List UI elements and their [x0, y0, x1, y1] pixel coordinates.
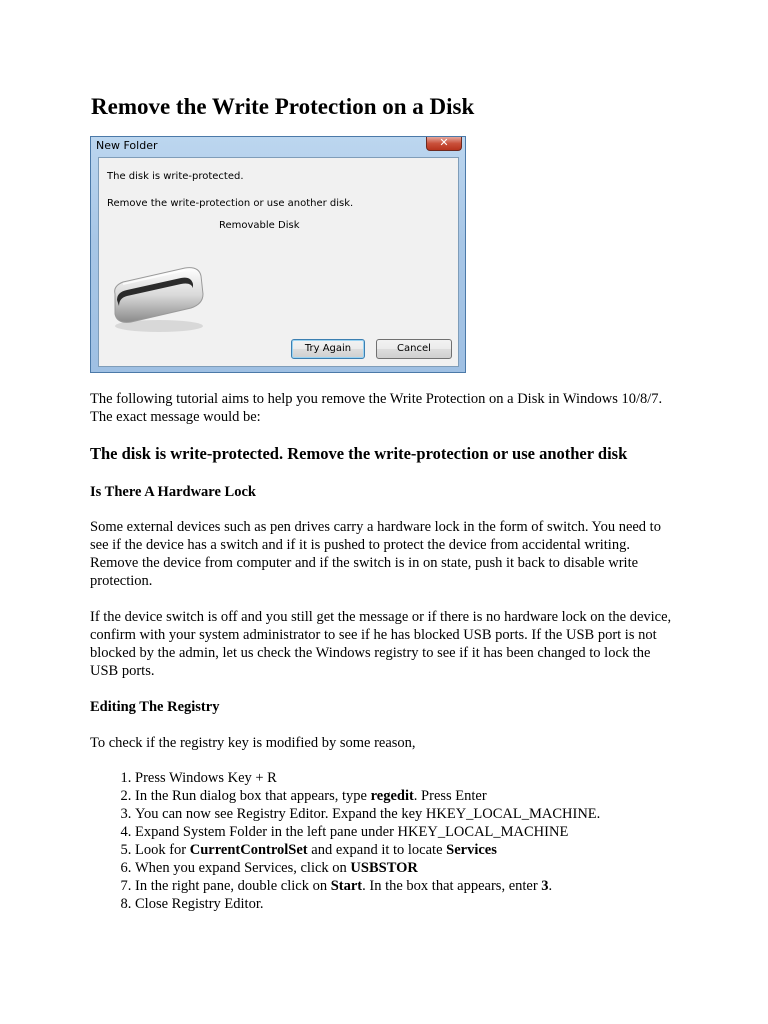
hardware-lock-heading: Is There A Hardware Lock	[90, 484, 256, 500]
list-item: 7. In the right pane, double click on Start. In the box that appears, enter 3.	[135, 877, 695, 895]
hardware-lock-paragraph-2: If the device switch is off and you still get the message or if there is no hardware lock on the device, confirm with your system administrator to see if he has blocked USB ports. If the USB port is not blocked by the admin, let us check the Windows registry to see if it has been changed to lock the USB ports.	[90, 609, 672, 679]
dialog-message-line-1: The disk is write-protected.	[107, 171, 244, 182]
close-icon[interactable]: ✕	[426, 137, 462, 151]
page-title: Remove the Write Protection on a Disk	[91, 94, 475, 119]
list-item: 3. You can now see Registry Editor. Expand the key HKEY_LOCAL_MACHINE.	[135, 805, 695, 823]
removable-disk-icon	[107, 264, 207, 334]
list-item: 8. Close Registry Editor.	[135, 895, 695, 913]
hardware-lock-paragraph-1: Some external devices such as pen drives carry a hardware lock in the form of switch. You need to see if the device has a switch and if it is pushed to protect the device from accidental writing. Remove the device from computer and if the switch is in on state, push it back to disable write protection.	[90, 519, 661, 589]
cancel-button[interactable]: Cancel	[376, 339, 452, 359]
list-item: 2. In the Run dialog box that appears, type regedit. Press Enter	[135, 787, 695, 805]
intro-paragraph: The following tutorial aims to help you remove the Write Protection on a Disk in Windows 10/8/7. The exact message would be:	[90, 391, 663, 425]
list-item: 6. When you expand Services, click on USBSTOR	[135, 859, 695, 877]
dialog-message-line-2: Remove the write-protection or use another disk.	[107, 198, 354, 209]
dialog-title: New Folder	[96, 139, 158, 152]
list-item: 1. Press Windows Key + R	[135, 769, 695, 787]
list-item: 4. Expand System Folder in the left pane under HKEY_LOCAL_MACHINE	[135, 823, 695, 841]
list-item: 5. Look for CurrentControlSet and expand it to locate Services	[135, 841, 695, 859]
message-heading: The disk is write-protected. Remove the write-protection or use another disk	[90, 444, 628, 463]
dialog-body	[98, 157, 459, 367]
device-label: Removable Disk	[219, 220, 300, 231]
registry-intro: To check if the registry key is modified by some reason,	[90, 735, 416, 751]
write-protected-dialog-screenshot	[90, 136, 466, 373]
registry-steps-list	[90, 769, 695, 913]
try-again-button[interactable]: Try Again	[291, 339, 365, 359]
editing-registry-heading: Editing The Registry	[90, 699, 220, 715]
